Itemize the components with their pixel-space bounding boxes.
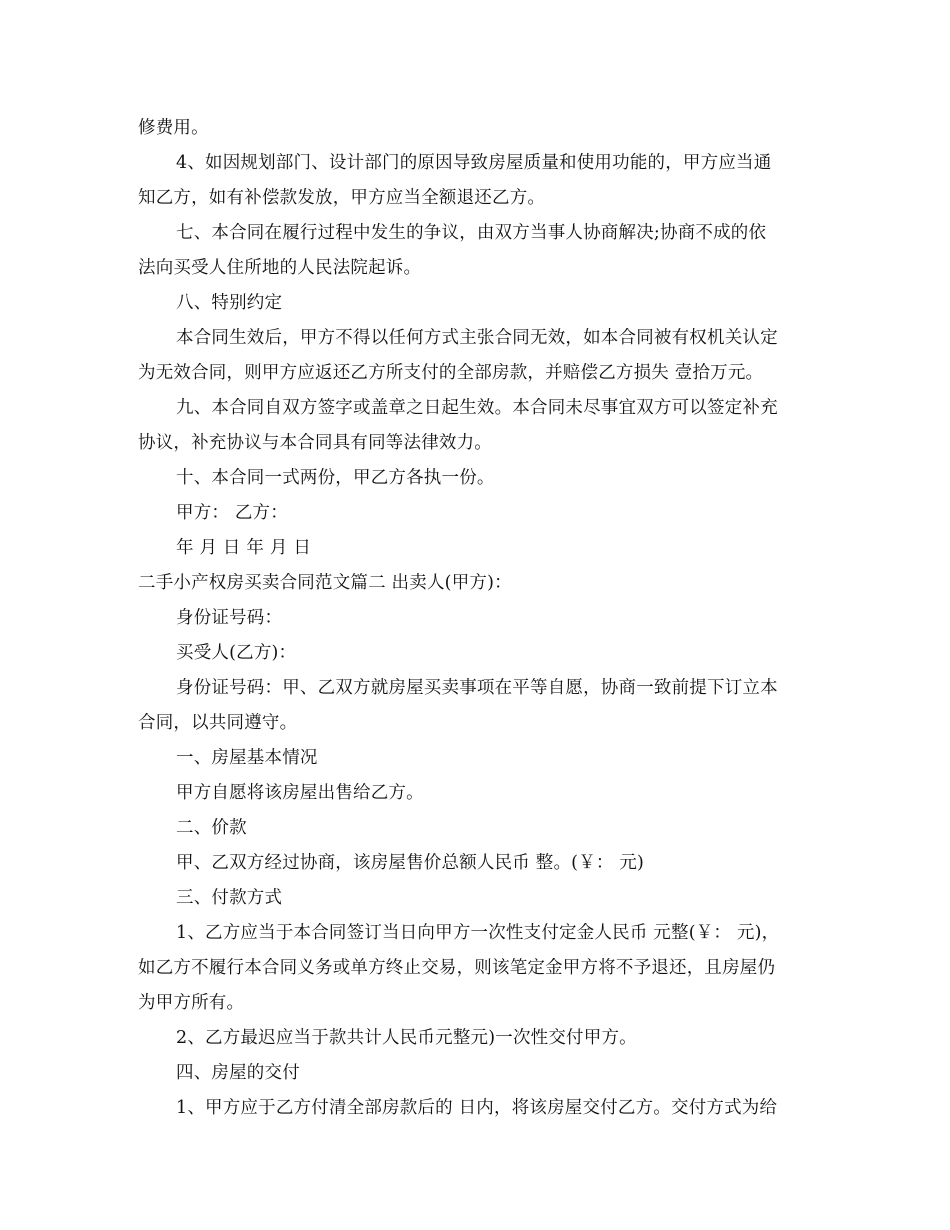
text-line: 1、乙方应当于本合同签订当日向甲方一次性支付定金人民币 元整(￥： 元)， [176,923,780,943]
text-line: 七、本合同在履行过程中发生的争议，由双方当事人协商解决;协商不成的依 [176,223,767,243]
section-heading: 一、房屋基本情况 [176,748,318,768]
text-line: 1、甲方应于乙方付清全部房款后的 日内，将该房屋交付乙方。交付方式为给 [176,1098,778,1118]
date-line: 年 月 日 年 月 日 [176,538,312,558]
text-line: 修费用。 [138,118,209,138]
text-line: 身份证号码：甲、乙双方就房屋买卖事项在平等自愿，协商一致前提下订立本 [176,678,778,698]
text-line: 协议，补充协议与本合同具有同等法律效力。 [138,433,492,453]
document-title: 二手小产权房买卖合同范文篇二 出卖人(甲方)： [138,573,512,593]
signature-line: 甲方： 乙方： [176,503,288,523]
section-heading: 三、付款方式 [176,888,283,908]
text-line: 为甲方所有。 [138,993,245,1013]
text-line: 知乙方，如有补偿款发放，甲方应当全额退还乙方。 [138,188,546,208]
text-line: 甲方自愿将该房屋出售给乙方。 [176,783,424,803]
text-line: 身份证号码： [176,608,283,628]
section-heading: 四、房屋的交付 [176,1063,300,1083]
section-heading: 八、特别约定 [176,293,283,313]
text-line: 买受人(乙方)： [176,643,297,663]
text-line: 九、本合同自双方签字或盖章之日起生效。本合同未尽事宜双方可以签定补充 [176,398,778,418]
text-line: 十、本合同一式两份，甲乙方各执一份。 [176,468,495,488]
text-line: 甲、乙双方经过协商，该房屋售价总额人民币 整。(￥： 元) [176,853,645,873]
text-line: 2、乙方最迟应当于款共计人民币元整元)一次性交付甲方。 [176,1028,637,1048]
text-line: 为无效合同，则甲方应返还乙方所支付的全部房款，并赔偿乙方损失 壹拾万元。 [138,363,764,383]
text-line: 如乙方不履行本合同义务或单方终止交易，则该笔定金甲方将不予退还，且房屋仍 [138,958,776,978]
text-line: 4、如因规划部门、设计部门的原因导致房屋质量和使用功能的，甲方应当通 [176,153,772,173]
text-line: 本合同生效后，甲方不得以任何方式主张合同无效，如本合同被有权机关认定 [176,328,778,348]
text-line: 法向买受人住所地的人民法院起诉。 [138,258,422,278]
text-line: 合同，以共同遵守。 [138,713,298,733]
section-heading: 二、价款 [176,818,247,838]
